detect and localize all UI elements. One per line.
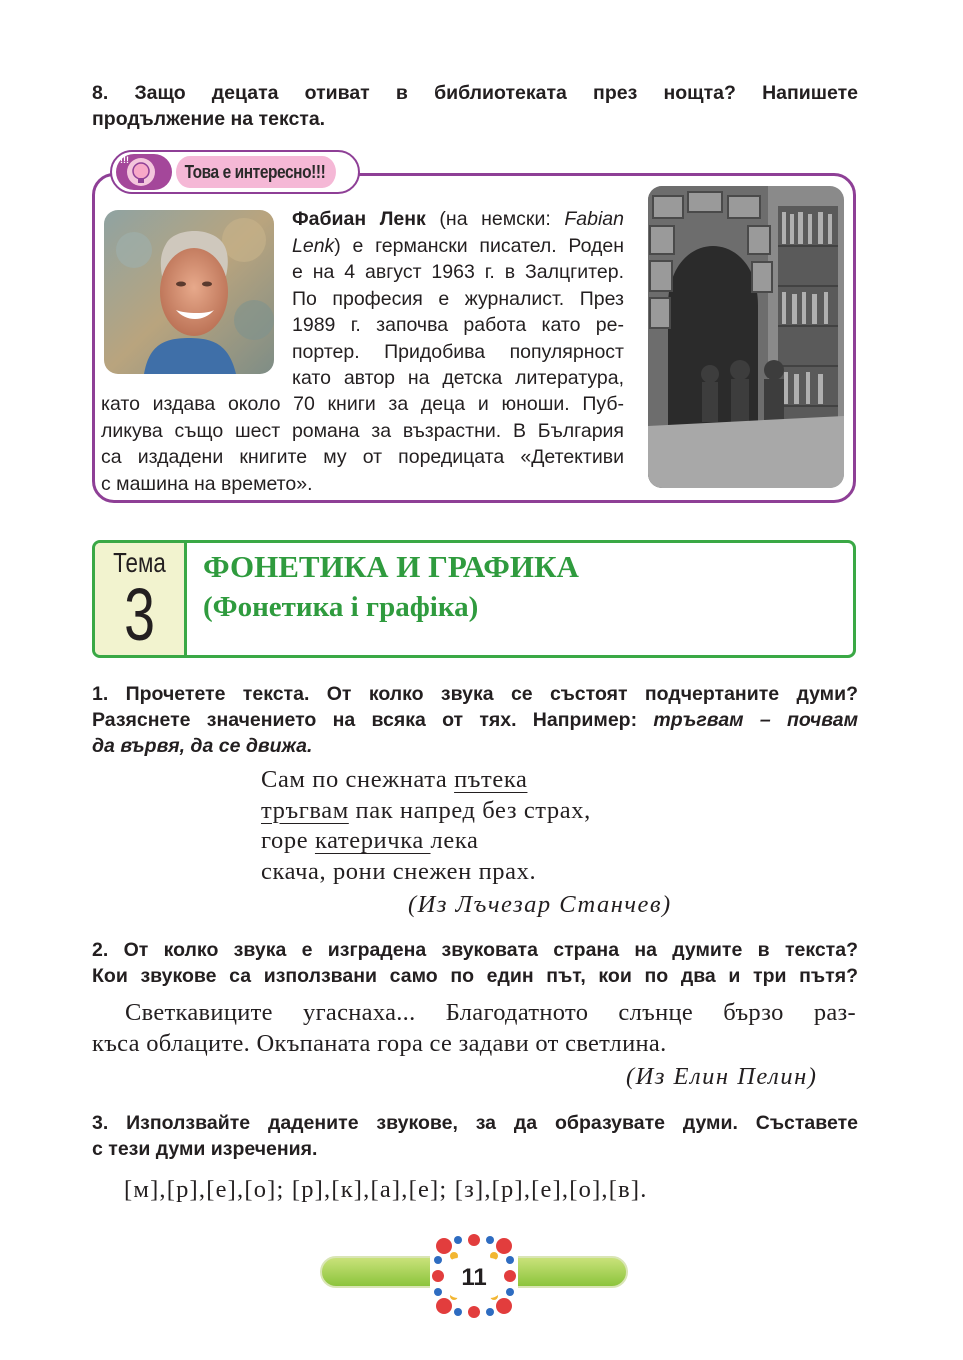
poem <box>261 765 591 887</box>
bio-line-4: По професия е журналист. През <box>292 287 624 310</box>
task-8 <box>92 80 858 132</box>
theme-title: ФОНЕТИКА И ГРАФИКА <box>203 549 579 584</box>
page-number: 11 <box>446 1258 502 1298</box>
author-photo <box>104 210 274 374</box>
theme-word: Тема <box>113 547 166 578</box>
fact-badge <box>110 150 360 194</box>
task-1-line-2: Разяснете значението на всяка от тях. Например: <box>92 709 654 731</box>
prose-author: (Из Елин Пелин) <box>626 1063 818 1090</box>
lightbulb-icon <box>116 154 172 190</box>
bio-line-5: 1989 г. започва работа като ре- <box>292 314 624 336</box>
underlined-word-set-off: тръгвам <box>261 796 349 824</box>
task-1-line-1: 1. Прочетете текста. От колко звука се състоят подчертаните думи? <box>92 683 858 705</box>
task-1-example: тръгвам – почвам <box>653 709 858 731</box>
task-1-line-3: да вървя, да се движа. <box>92 735 313 757</box>
task-1 <box>92 681 858 759</box>
author-bio-top <box>292 206 624 392</box>
underlined-word-squirrel: катеричка <box>314 827 431 854</box>
theme-tab <box>95 543 187 655</box>
prose-line-2: къса облаците. Окъпаната гора се задави от светлина. <box>92 1030 667 1057</box>
bio-line-3: е на 4 август 1963 г. в Залцгитер. <box>292 261 624 283</box>
bio-line-11: с машина на времето». <box>101 472 313 495</box>
bio-line-2: ) е германски писател. Роден <box>334 234 624 257</box>
poem-author: (Из Лъчезар Станчев) <box>408 891 672 918</box>
theme-header <box>92 540 856 658</box>
task-2-line-2: Кои звукове са използвани само по един път, кои по два и три пътя? <box>92 965 858 987</box>
task-3 <box>92 1110 858 1162</box>
prose-line-1: Светкавиците угаснаха... Благодатното слънце бързо раз- <box>125 999 856 1026</box>
library-illustration <box>648 186 844 488</box>
task-2 <box>92 937 858 989</box>
sound-sets: [м],[р],[е],[о]; [р],[к],[а],[е]; [з],[р],[е],[о],[в]. <box>124 1176 648 1203</box>
bio-latin-name-2: Lenk <box>292 234 335 257</box>
badge-label: Това е интересно!!! <box>176 156 336 188</box>
author-name: Фабиан Ленк <box>292 208 426 230</box>
task-3-line-2: с тези думи изречения. <box>92 1138 318 1160</box>
poem-line-2: тръгвам пак напред без страх, <box>261 796 591 824</box>
bio-line-8: като издава около 70 книги за деца и юноши. Пуб- <box>101 393 624 415</box>
task-2-line-1: 2. От колко звука е изградена звуковата страна на думите в текста? <box>92 939 858 961</box>
task-8-line-1: 8. Защо децата отиват в библиотеката през нощта? Напишете <box>92 82 858 104</box>
poem-line-4: скача, рони снежен прах. <box>261 857 537 885</box>
bio-line-10: са издадени книгите му от поредицата «Детективи <box>101 446 624 468</box>
bio-latin-name-1: Fabian <box>564 208 624 230</box>
prose-excerpt <box>92 997 856 1059</box>
underlined-word-path: пътека <box>454 766 528 793</box>
badge-marks: !!! <box>120 155 129 165</box>
poem-line-3: горе катеричка лека <box>261 827 479 854</box>
bio-line-9: ликува също шест романа за възрастни. В България <box>101 419 624 442</box>
theme-subtitle: (Фонетика і графіка) <box>203 591 479 623</box>
poem-line-1: Сам по снежната пътека <box>261 766 528 793</box>
task-8-line-2: продължение на текста. <box>92 108 326 130</box>
bio-line-6: портер. Придобива популярност <box>292 340 624 363</box>
theme-number: 3 <box>124 573 155 656</box>
author-bio-bottom <box>101 391 624 497</box>
bio-line-7: като автор на детска литература, <box>292 367 624 389</box>
bio-line-1: (на немски: <box>425 208 565 230</box>
task-3-line-1: 3. Използвайте дадените звукове, за да образувате думи. Съставете <box>92 1112 858 1134</box>
